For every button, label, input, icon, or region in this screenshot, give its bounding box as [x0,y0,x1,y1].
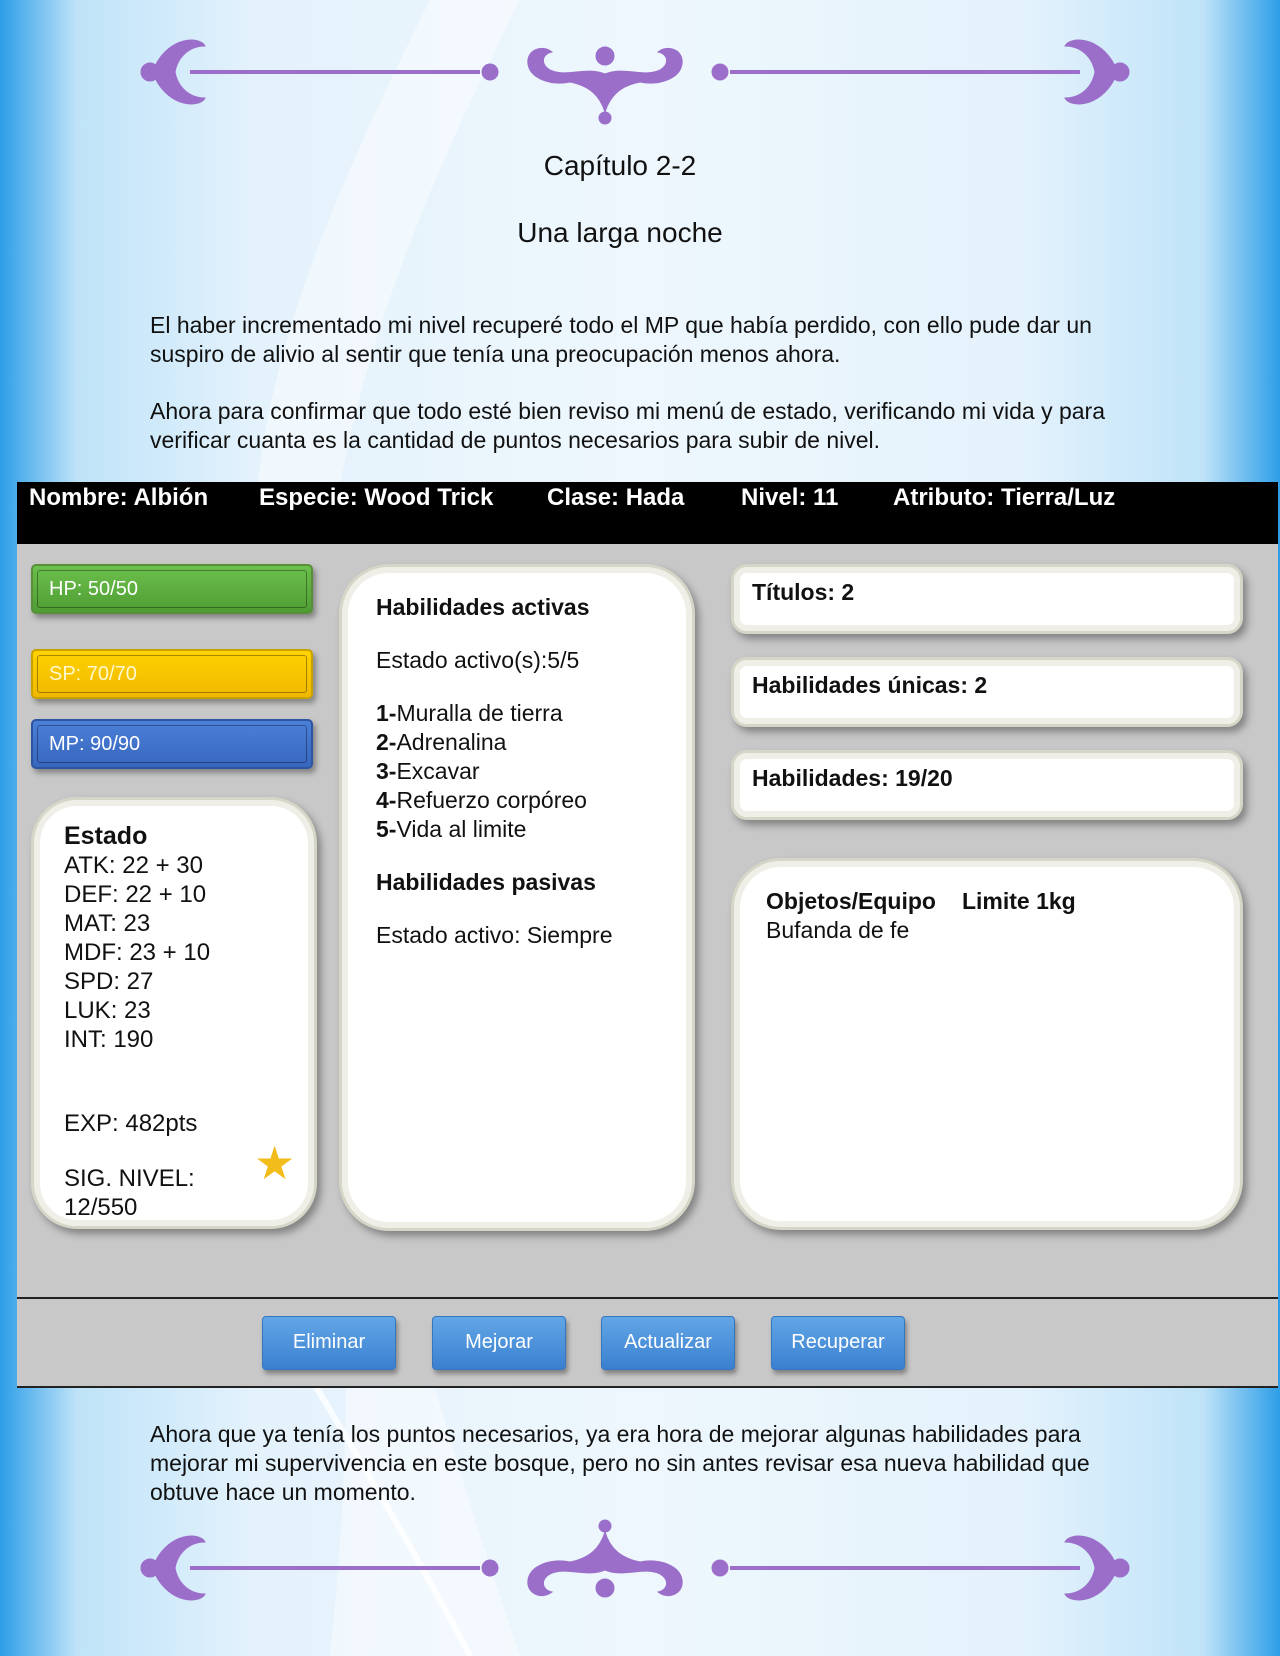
update-button[interactable]: Actualizar [601,1316,735,1370]
mp-bar: MP: 90/90 [31,719,313,769]
paragraph-2: Ahora para confirmar que todo esté bien reviso mi menú de estado, verificando mi vida y para verificar cuanta es la cantidad de puntos necesarios para subir de nivel. [150,398,1106,453]
list-item: 2-Adrenalina [376,729,507,755]
skills-count-card: Habilidades: 19/20 [731,750,1243,820]
estado-card [31,797,317,1229]
panel-divider [17,1297,1278,1299]
status-header [17,482,1278,544]
hp-bar: HP: 50/50 [31,564,313,614]
header-level: Nivel: 11 [741,484,839,511]
star-icon: ★ [254,1137,296,1189]
exp-value: EXP: 482pts [64,1110,198,1137]
objects-card [731,858,1243,1230]
stat-mdf: MDF: 23 + 10 [64,939,211,966]
active-skills-title: Habilidades activas [376,594,590,620]
recover-button[interactable]: Recuperar [771,1316,905,1370]
paragraph-1: El haber incrementado mi nivel recuperé todo el MP que había perdido, con ello pude dar un suspiro de alivio al sentir que tenía una preocupación menos ahora. [150,312,1092,367]
improve-button[interactable]: Mejorar [432,1316,566,1370]
stat-spd: SPD: 27 [64,968,154,995]
paragraph-3: Ahora que ya tenía los puntos necesarios, ya era hora de mejorar algunas habilidades para mejorar mi supervivencia en este bosque, pero no sin antes revisar esa nueva habilidad que obtuve hace un momento. [150,1421,1090,1505]
header-name: Nombre: Albión [29,484,209,511]
header-attribute: Atributo: Tierra/Luz [893,484,1116,511]
list-item: 5-Vida al limite [376,816,527,842]
list-item: 4-Refuerzo corpóreo [376,787,587,813]
chapter-number: Capítulo 2-2 [543,150,697,181]
objects-limit: Limite 1kg [961,888,1076,914]
passive-skills-title: Habilidades pasivas [376,869,596,895]
stat-int: INT: 190 [64,1026,154,1053]
next-level-value: 12/550 [64,1194,138,1221]
active-skills-state: Estado activo(s):5/5 [376,647,580,673]
status-panel [17,482,1278,1388]
stat-mat: MAT: 23 [64,910,151,937]
passive-skills-state: Estado activo: Siempre [376,922,613,948]
stat-atk: ATK: 22 + 30 [64,852,203,879]
estado-title: Estado [64,822,148,850]
header-class: Clase: Hada [547,484,685,511]
unique-skills-card: Habilidades únicas: 2 [731,657,1243,727]
active-skills-list [376,699,692,844]
list-item: 3-Excavar [376,758,480,784]
next-level-label: SIG. NIVEL: [64,1165,195,1192]
sp-bar: SP: 70/70 [31,649,313,699]
stat-def: DEF: 22 + 10 [64,881,207,908]
header-species: Especie: Wood Trick [259,484,494,511]
chapter-title: Una larga noche [517,217,723,248]
stat-luk: LUK: 23 [64,997,151,1024]
bottom-ornament [130,1518,1140,1618]
delete-button[interactable]: Eliminar [262,1316,396,1370]
panel-bottom-border [17,1386,1278,1388]
top-ornament [130,26,1140,126]
titles-card: Títulos: 2 [731,564,1243,634]
list-item: 1-Muralla de tierra [376,700,563,726]
objects-item: Bufanda de fe [766,917,910,943]
skills-card [339,564,695,1231]
objects-title: Objetos/Equipo Limite 1kg [766,888,1076,914]
